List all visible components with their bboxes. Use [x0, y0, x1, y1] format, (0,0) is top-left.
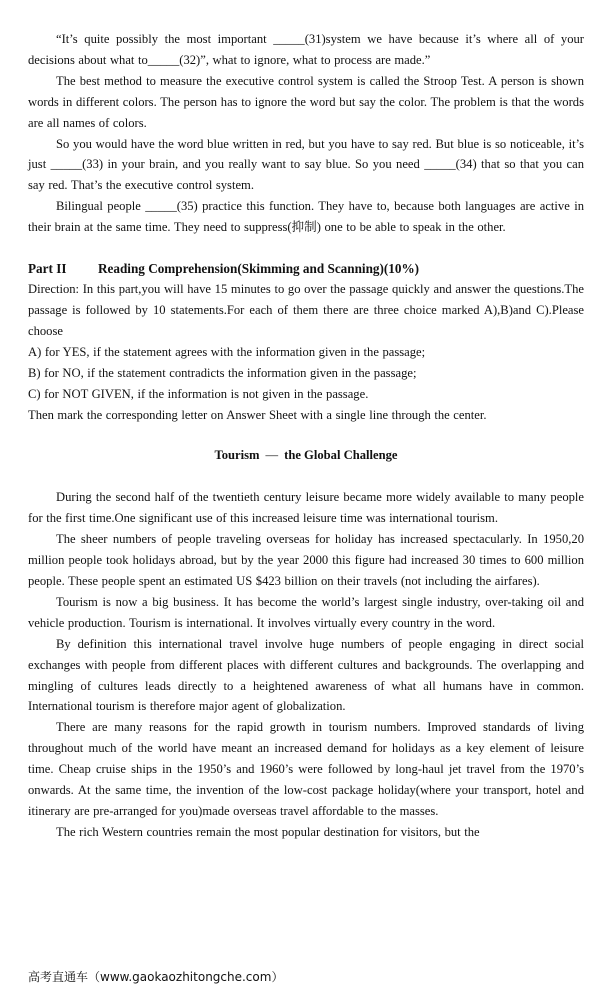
answer-instruction: Then mark the corresponding letter on Answer Sheet with a single line through the center. [28, 407, 487, 422]
article-title-left: Tourism [214, 448, 260, 463]
article-paragraph-2: The sheer numbers of people traveling overseas for holiday has increased spectacularly. In 1950,20 million people took holidays abroad, but by the year 2000 this figure had increased 30 times to 600 million people. These people spent an estimated US $423 billion on their travels (not including the airfares). [28, 532, 584, 589]
option-c: C) for NOT GIVEN, if the information is not given in the passage. [28, 386, 369, 401]
article-title-dash: — [265, 448, 279, 463]
document-page [28, 29, 584, 843]
article-title-right: the Global Challenge [284, 448, 398, 463]
direction-text: Direction: In this part,you will have 15 minutes to go over the passage quickly and answer the questions.The passage is followed by 10 statements.For each of them there are three choice marked A),B)and C).Please choose [28, 282, 584, 338]
option-b: B) for NO, if the statement contradicts the information given in the passage; [28, 365, 417, 380]
cloze-paragraph-1: “It’s quite possibly the most important _____(31)system we have because it’s where all of your decisions about what to_____(32)”, what to ignore, what to process are made.” [28, 32, 584, 67]
article-paragraph-6: The rich Western countries remain the most popular destination for visitors, but the [56, 824, 480, 839]
part-heading [28, 258, 584, 279]
article-paragraph-5: There are many reasons for the rapid growth in tourism numbers. Improved standards of living throughout much of the world have meant an increased demand for holidays as a key element of leisure time. Cheap cruise ships in the 1950’s and 1960’s were followed by long-haul jet travel from the 1970’s onwards. At the same time, the invention of the low-cost package holiday(where your transport, hotel and itinerary are pre-arranged for you)made overseas travel affordable to the masses. [28, 720, 584, 818]
article-paragraph-3: Tourism is now a big business. It has become the world’s largest single industry, over-taking oil and vehicle production. Tourism is international. It involves virtually every country in the word. [28, 594, 584, 630]
cloze-paragraph-2: The best method to measure the executive control system is called the Stroop Test. A person is shown words in different colors. The person has to ignore the word but say the color. The problem is that the words are all names of colors. [28, 73, 584, 130]
part-label: Part II [28, 261, 67, 277]
article-paragraph-1: During the second half of the twentieth century leisure became more widely available to many people for the first time.One significant use of this increased leisure time was international tourism. [28, 490, 584, 526]
article-paragraph-4: By definition this international travel involve huge numbers of people engaging in direct social exchanges with people from different places with different cultures and backgrounds. The overlapping and mingling of cultures leads directly to a heightened awareness of what all humans have in common. International tourism is therefore major agent of globalization. [28, 636, 584, 714]
option-a: A) for YES, if the statement agrees with the information given in the passage; [28, 344, 426, 359]
cloze-paragraph-4: Bilingual people _____(35) practice this function. They have to, because both languages are active in their brain at the same time. They need to suppress(抑制) one to be able to speak in the other. [28, 199, 584, 235]
page-footer: 高考直通车（www.gaokaozhitongche.com） [28, 970, 284, 984]
part-title: Reading Comprehension(Skimming and Scanning)(10%) [98, 261, 420, 277]
article-title [28, 445, 584, 466]
cloze-paragraph-3: So you would have the word blue written in red, but you have to say red. But blue is so noticeable, it’s just _____(33) in your brain, and you really want to say blue. So you need _____(34) that so that you can say red. That’s the executive control system. [28, 136, 584, 193]
section-gap [28, 238, 584, 258]
